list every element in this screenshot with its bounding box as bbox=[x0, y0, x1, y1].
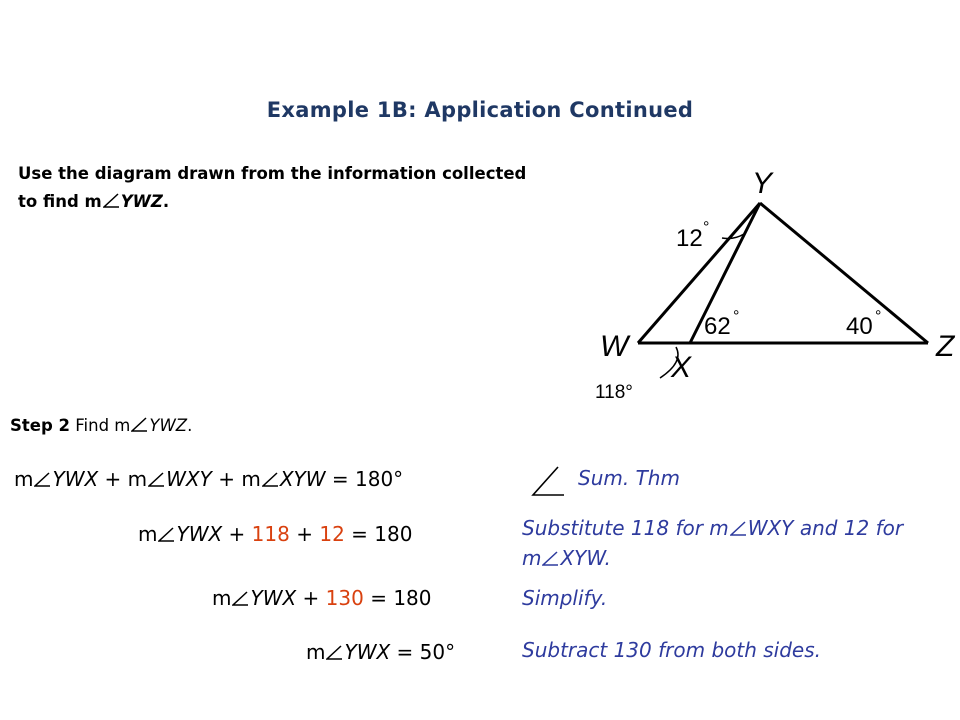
angle-symbol-icon bbox=[262, 472, 279, 487]
angle-symbol-icon bbox=[730, 521, 747, 536]
page-title: Example 1B: Application Continued bbox=[266, 98, 694, 122]
problem-line-1: Use the diagram drawn from the information collected bbox=[18, 164, 527, 183]
segment-yz bbox=[760, 203, 928, 343]
degree-mark-40: ° bbox=[875, 308, 882, 325]
vertex-z: Z bbox=[936, 330, 955, 363]
equation-2: m YWX + 118 + 12 = 180 bbox=[138, 522, 413, 546]
reason-2: Substitute 118 for m WXY and 12 for m XYW. bbox=[522, 516, 904, 570]
vertex-x: X bbox=[671, 351, 692, 384]
vertex-y: Y bbox=[752, 167, 773, 200]
angle-symbol-icon bbox=[131, 417, 148, 432]
segment-xy bbox=[690, 203, 760, 343]
angle-symbol-icon bbox=[103, 193, 120, 208]
triangle-icon bbox=[530, 465, 566, 497]
angle-symbol-icon bbox=[148, 472, 165, 487]
degree-mark-62: ° bbox=[733, 308, 740, 325]
equation-4: m YWX = 50° bbox=[306, 640, 456, 664]
reason-4: Subtract 130 from both sides. bbox=[522, 638, 822, 662]
angle-label-118: 118° bbox=[595, 382, 633, 403]
angle-symbol-icon bbox=[326, 645, 343, 660]
equation-1: m YWX + m WXY + m XYW = 180° bbox=[14, 467, 404, 491]
angle-symbol-icon bbox=[34, 472, 51, 487]
angle-symbol-icon bbox=[542, 551, 559, 566]
reason-3: Simplify. bbox=[522, 586, 608, 610]
problem-statement bbox=[18, 160, 526, 216]
step-heading: Step 2 Find m YWZ. bbox=[10, 416, 193, 435]
angle-arc-118 bbox=[660, 347, 678, 378]
segment-wy bbox=[638, 203, 760, 343]
reason-1: Sum. Thm bbox=[578, 466, 680, 490]
degree-mark-12: ° bbox=[703, 219, 710, 236]
angle-symbol-icon bbox=[158, 527, 175, 542]
vertex-w: W bbox=[600, 330, 629, 363]
angle-symbol-icon bbox=[232, 591, 249, 606]
equation-3: m YWX + 130 = 180 bbox=[212, 586, 432, 610]
angle-label-40: 40 bbox=[846, 313, 873, 340]
angle-label-62: 62 bbox=[704, 313, 731, 340]
angle-arc-12 bbox=[722, 234, 744, 239]
problem-line-2: to find m YWZ. bbox=[18, 192, 170, 211]
angle-label-12: 12 bbox=[676, 225, 703, 252]
